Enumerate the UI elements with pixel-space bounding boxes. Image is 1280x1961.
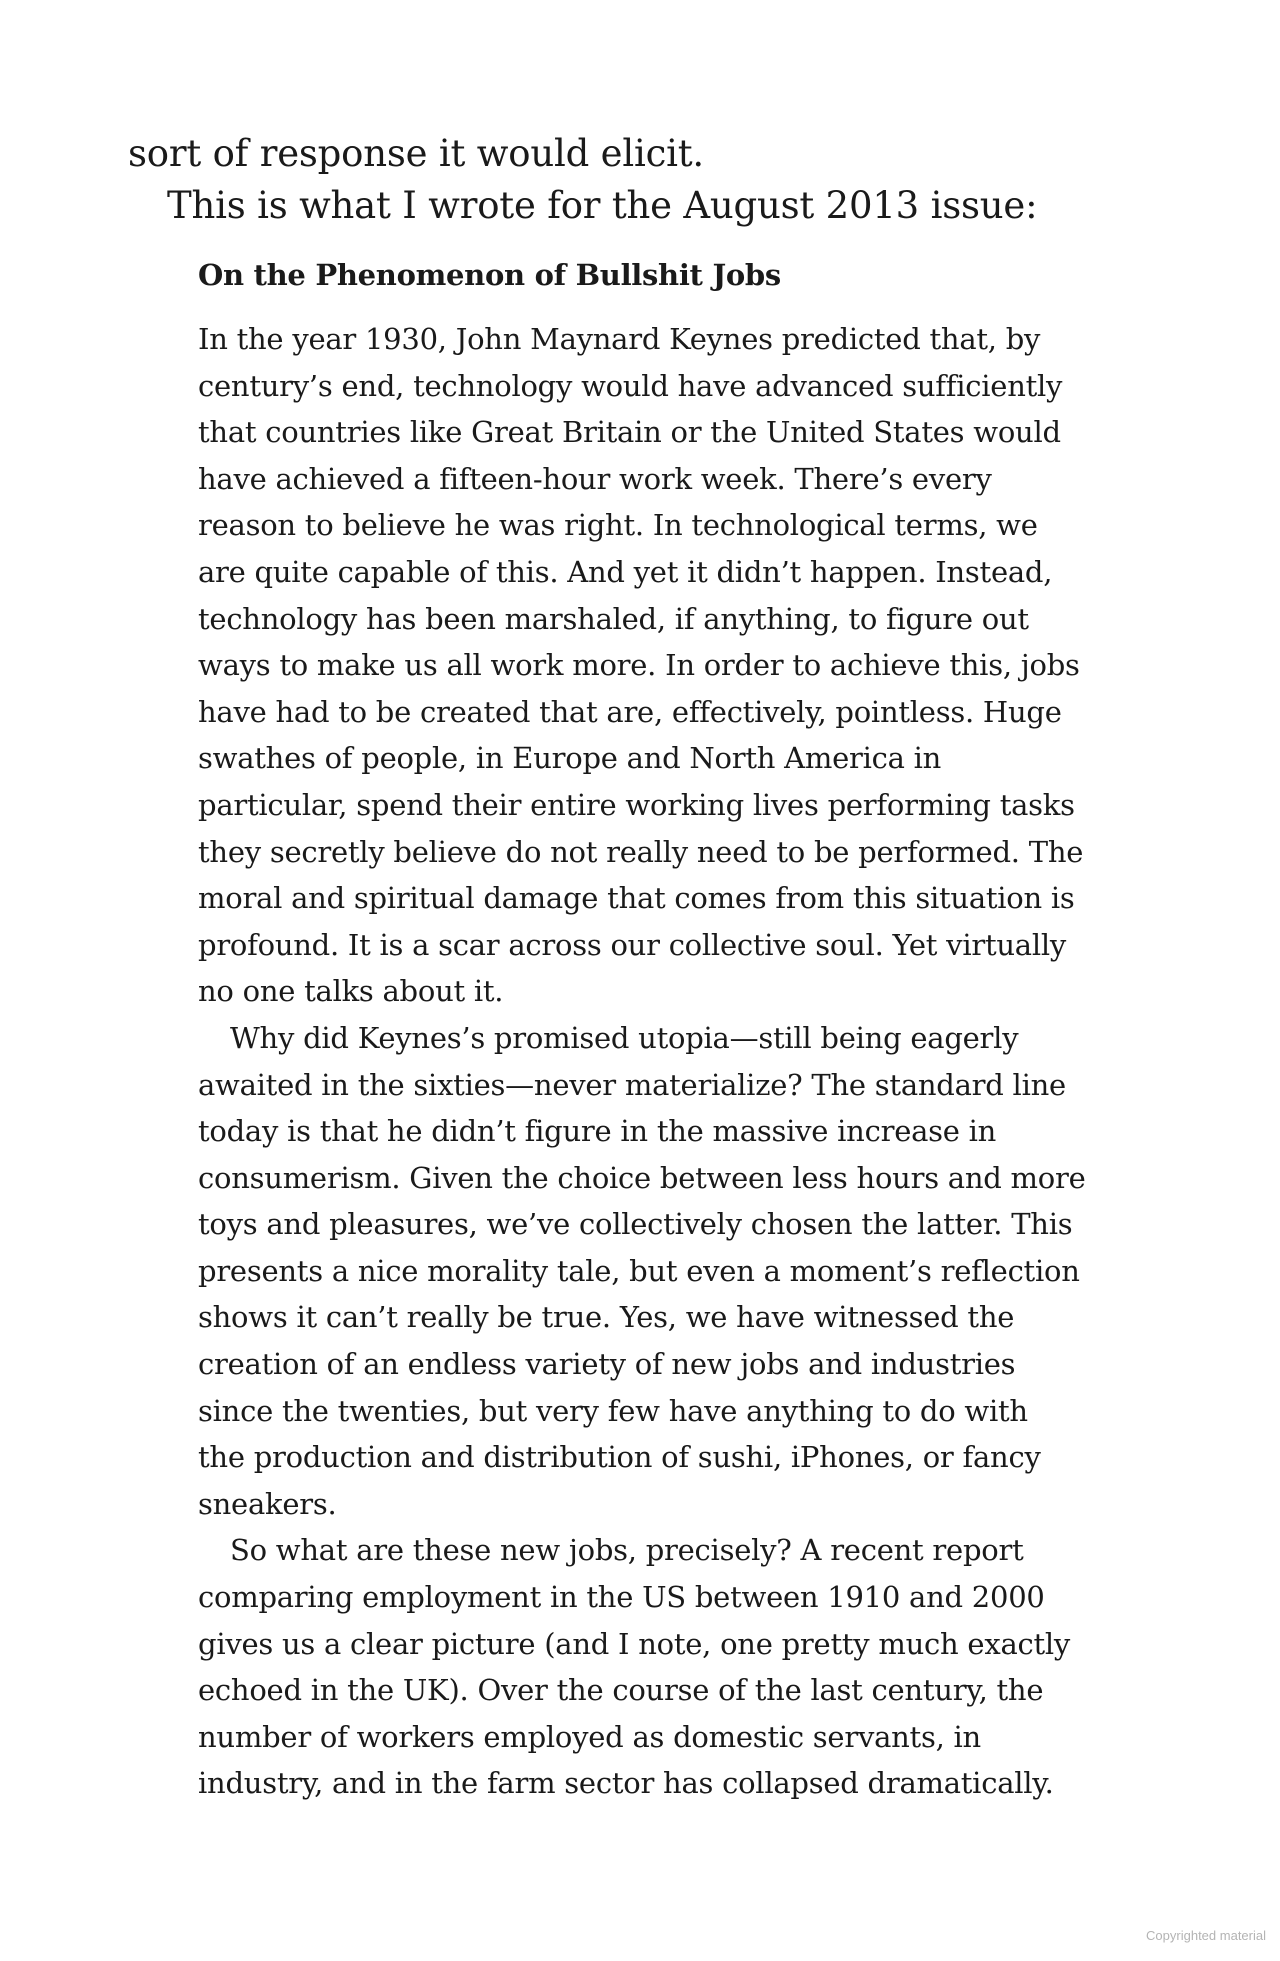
text-line: comparing employment in the US between 1910 and 2000 [198, 1580, 1045, 1615]
text-line: In the year 1930, John Maynard Keynes predicted that, by [198, 322, 1041, 356]
text-line: toys and pleasures, we’ve collectively chosen the latter. This [198, 1207, 1073, 1242]
essay-paragraph-2 [198, 1015, 1098, 1528]
text-line: they secretly believe do not really need to be performed. The [198, 834, 1084, 869]
text-line: have achieved a fifteen-hour work week. There’s every [198, 461, 992, 496]
text-line: awaited in the sixties—never materialize? The standard line [198, 1067, 1066, 1102]
text-line: the production and distribution of sushi, iPhones, or fancy [198, 1440, 1041, 1475]
text-line: are quite capable of this. And yet it didn’t happen. Instead, [198, 554, 1053, 589]
text-line: that countries like Great Britain or the United States would [198, 415, 1061, 450]
text-line: technology has been marshaled, if anything, to figure out [198, 601, 1029, 636]
text-line: creation of an endless variety of new jobs and industries [198, 1347, 1016, 1382]
copyright-watermark: Copyrighted material [1146, 1928, 1266, 1943]
text-line: consumerism. Given the choice between less hours and more [198, 1160, 1086, 1195]
essay-block [198, 252, 1098, 1807]
text-line: profound. It is a scar across our collective soul. Yet virtually [198, 927, 1067, 962]
text-line: ways to make us all work more. In order to achieve this, jobs [198, 648, 1080, 683]
text-line: presents a nice morality tale, but even a moment’s reflection [198, 1253, 1080, 1288]
text-line: swathes of people, in Europe and North America in [198, 741, 942, 776]
text-line: industry, and in the farm sector has collapsed dramatically. [198, 1766, 1054, 1801]
text-line: sneakers. [198, 1486, 337, 1521]
text-line: gives us a clear picture (and I note, one pretty much exactly [198, 1626, 1071, 1661]
text-line: today is that he didn’t figure in the massive increase in [198, 1114, 997, 1149]
text-line: reason to believe he was right. In technological terms, we [198, 508, 1038, 543]
text-line: particular, spend their entire working lives performing tasks [198, 787, 1075, 822]
text-line: shows it can’t really be true. Yes, we have witnessed the [198, 1300, 1015, 1335]
text-line: moral and spiritual damage that comes from this situation is [198, 881, 1075, 916]
text-line: number of workers employed as domestic servants, in [198, 1719, 981, 1754]
text-line: So what are these new jobs, precisely? A recent report [230, 1533, 1024, 1568]
intro-indented-line: This is what I wrote for the August 2013 issue: [167, 184, 1038, 227]
essay-paragraph-1 [198, 316, 1098, 1015]
essay-paragraph-3 [198, 1527, 1098, 1807]
text-line: century’s end, technology would have advanced sufficiently [198, 368, 1063, 403]
text-line: since the twenties, but very few have anything to do with [198, 1393, 1028, 1428]
text-line: have had to be created that are, effectively, pointless. Huge [198, 694, 1062, 729]
text-line: echoed in the UK). Over the course of the last century, the [198, 1673, 1044, 1708]
essay-title: On the Phenomenon of Bullshit Jobs [198, 258, 781, 292]
intro-continuation: sort of response it would elicit. [128, 132, 704, 175]
text-line: Why did Keynes’s promised utopia—still being eagerly [230, 1020, 1019, 1055]
text-line: no one talks about it. [198, 974, 504, 1009]
